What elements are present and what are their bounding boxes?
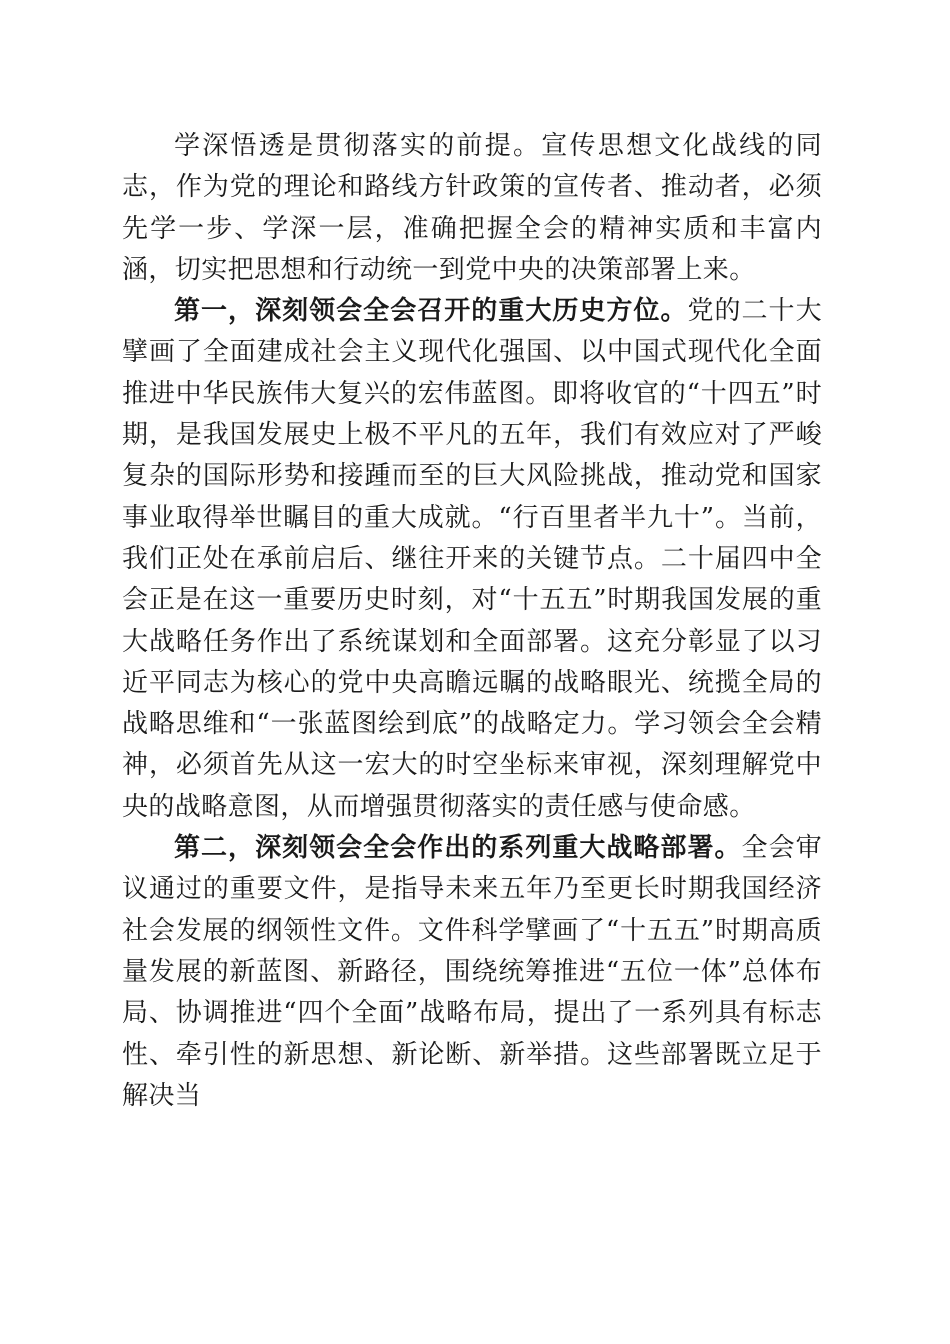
paragraph-intro: [122, 126, 822, 291]
paragraph-second-point: [122, 828, 822, 1117]
paragraph-intro-text: 学深悟透是贯彻落实的前提。宣传思想文化战线的同志，作为党的理论和路线方针政策的宣传者、推动者，必须先学一步、学深一层，准确把握全会的精神实质和丰富内涵，切实把思想和行动统一到党中央的决策部署上来。: [122, 131, 822, 285]
paragraph-first-point-text: 党的二十大擘画了全面建成社会主义现代化强国、以中国式现代化全面推进中华民族伟大复兴的宏伟蓝图。即将收官的“十四五”时期，是我国发展史上极不平凡的五年，我们有效应对了严峻复杂的国际形势和接踵而至的巨大风险挑战，推动党和国家事业取得举世瞩目的重大成就。“行百里者半九十”。当前，我们正处在承前启后、继往开来的关键节点。二十届四中全会正是在这一重要历史时刻，对“十五五”时期我国发展的重大战略任务作出了系统谋划和全面部署。这充分彰显了以习近平同志为核心的党中央高瞻远瞩的战略眼光、统揽全局的战略思维和“一张蓝图绘到底”的战略定力。学习领会全会精神，必须首先从这一宏大的时空坐标来审视，深刻理解党中央的战略意图，从而增强贯彻落实的责任感与使命感。: [122, 296, 822, 822]
paragraph-first-point: [122, 291, 822, 828]
paragraph-second-point-text: 全会审议通过的重要文件，是指导未来五年乃至更长时期我国经济社会发展的纲领性文件。文件科学擘画了“十五五”时期高质量发展的新蓝图、新路径，围绕统筹推进“五位一体”总体布局、协调推进“四个全面”战略布局，提出了一系列具有标志性、牵引性的新思想、新论断、新举措。这些部署既立足于解决当: [122, 833, 822, 1111]
paragraph-second-point-heading: 第二，深刻领会全会作出的系列重大战略部署。: [174, 833, 742, 864]
document-body: [122, 126, 822, 1117]
paragraph-first-point-heading: 第一，深刻领会全会召开的重大历史方位。: [174, 296, 688, 327]
